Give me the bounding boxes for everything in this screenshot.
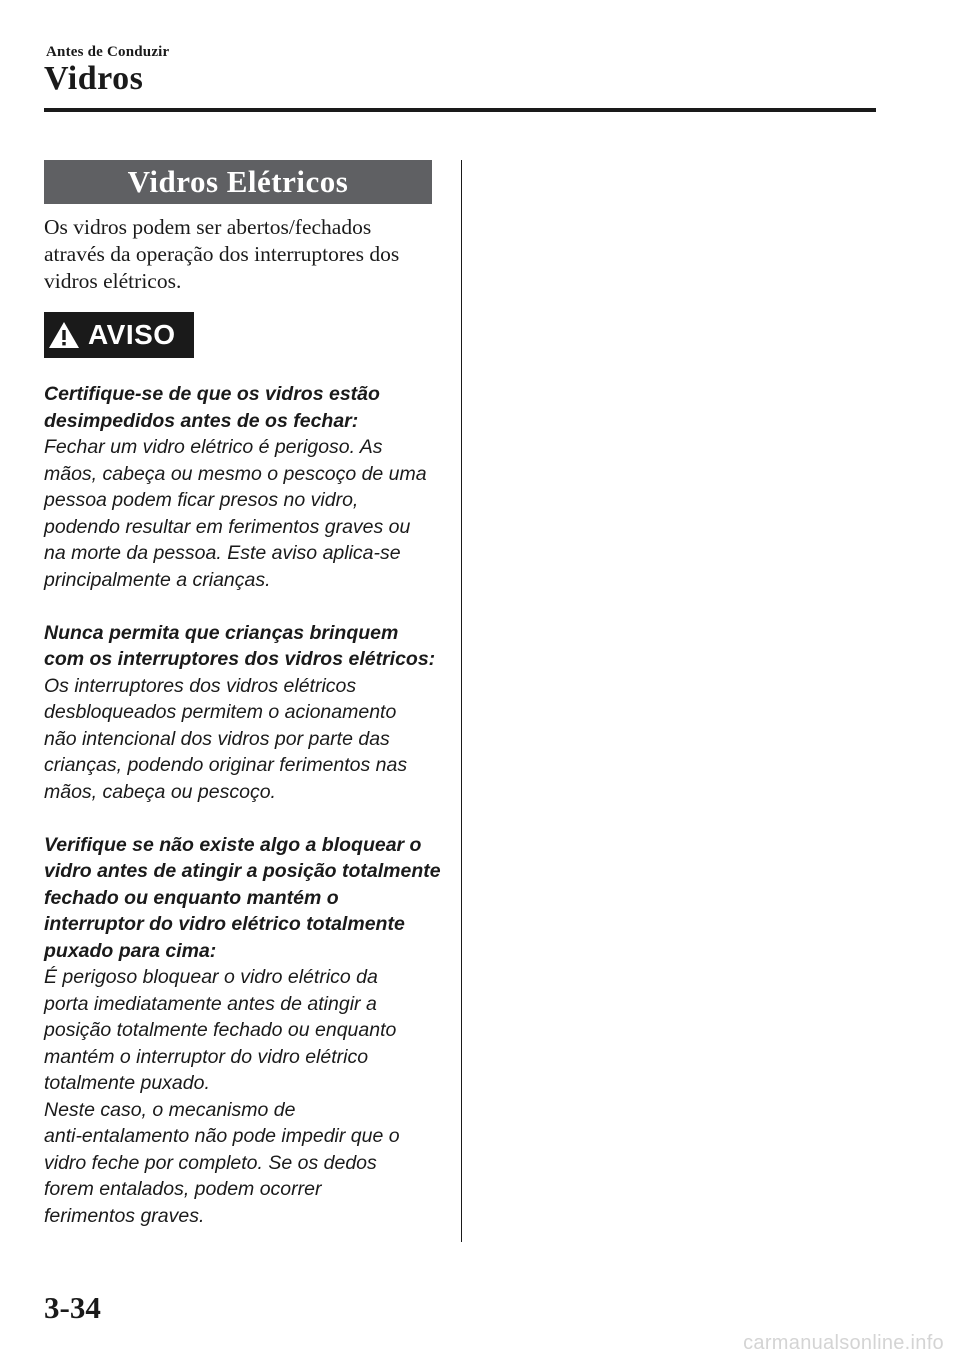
warning-body-line: totalmente puxado.: [44, 1072, 210, 1094]
warning-body-line: posição totalmente fechado ou enquanto: [44, 1019, 397, 1041]
warning-label: AVISO: [88, 319, 176, 350]
warning-body-line: na morte da pessoa. Este aviso aplica-se: [44, 542, 401, 564]
warning-text: [44, 381, 439, 1229]
warning-body-line: anti-entalamento não pode impedir que o: [44, 1125, 400, 1147]
warning-heading-line: puxado para cima:: [44, 939, 217, 962]
column-divider: [461, 160, 462, 1242]
warning-badge: [44, 312, 194, 358]
warning-triangle-icon: [44, 312, 84, 358]
warning-body-line: mãos, cabeça ou mesmo o pescoço de uma: [44, 462, 427, 485]
warning-body-line: crianças, podendo originar ferimentos nas: [44, 754, 408, 776]
warning-body-line: Fechar um vidro elétrico é perigoso. As: [44, 436, 383, 458]
warning-heading-line: fechado ou enquanto mantém o: [44, 886, 339, 909]
warning-body-line: forem entalados, podem ocorrer: [44, 1178, 322, 1200]
warning-heading-line: Verifique se não existe algo a bloquear o: [44, 833, 422, 856]
intro-line: através da operação dos interruptores dos: [44, 242, 400, 266]
page-number: 3-34: [44, 1290, 101, 1325]
warning-body-line: podendo resultar em ferimentos graves ou: [44, 515, 411, 538]
warning-body-line: ferimentos graves.: [44, 1204, 205, 1227]
intro-line: Os vidros podem ser abertos/fechados: [44, 215, 372, 239]
warning-body-line: É perigoso bloquear o vidro elétrico da: [44, 966, 378, 988]
section-title: Vidros Elétricos: [44, 160, 432, 204]
warning-body-line: mãos, cabeça ou pescoço.: [44, 780, 276, 803]
warning-body-line: Os interruptores dos vidros elétricos: [44, 674, 357, 697]
chapter-label: Antes de Conduzir: [46, 44, 170, 60]
warning-heading-line: Nunca permita que crianças brinquem: [44, 621, 399, 644]
page-title: Vidros: [44, 60, 144, 97]
warning-heading-line: interruptor do vidro elétrico totalmente: [44, 913, 405, 935]
paragraph-gap: [44, 593, 439, 620]
warning-body-line: desbloqueados permitem o acionamento: [44, 701, 397, 723]
warning-heading-line: vidro antes de atingir a posição totalmente: [44, 860, 441, 882]
watermark[interactable]: carmanualsonline.info: [743, 1332, 944, 1354]
warning-body-line: porta imediatamente antes de atingir a: [44, 992, 377, 1015]
paragraph-gap: [44, 805, 439, 832]
warning-body-line: principalmente a crianças.: [44, 568, 271, 591]
intro-paragraph: [44, 214, 439, 295]
intro-line: vidros elétricos.: [44, 269, 182, 293]
warning-heading-line: Certifique-se de que os vidros estão: [44, 383, 380, 405]
warning-heading-line: desimpedidos antes de os fechar:: [44, 409, 359, 432]
header-divider: [44, 108, 876, 112]
warning-body-line: não intencional dos vidros por parte das: [44, 727, 390, 750]
warning-body-line: vidro feche por completo. Se os dedos: [44, 1151, 377, 1174]
warning-body-line: mantém o interruptor do vidro elétrico: [44, 1045, 369, 1068]
warning-body-line: Neste caso, o mecanismo de: [44, 1098, 296, 1121]
warning-body-line: pessoa podem ficar presos no vidro,: [44, 489, 359, 511]
warning-heading-line: com os interruptores dos vidros elétricos:: [44, 648, 436, 670]
